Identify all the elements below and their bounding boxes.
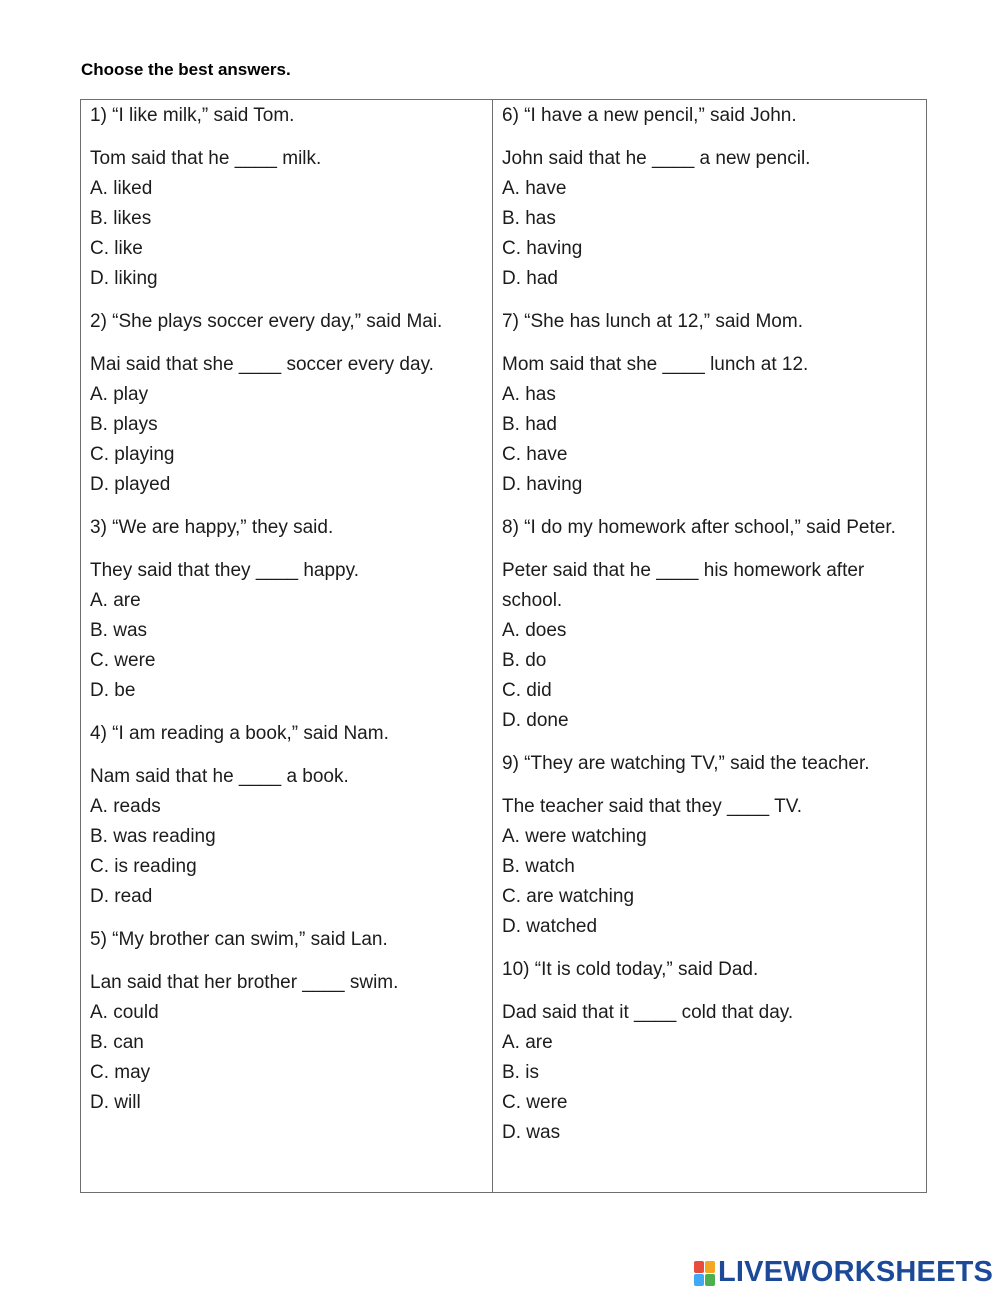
answer-option[interactable]: B. plays [90, 414, 158, 435]
question-block [502, 101, 918, 294]
question-prompt: 4) “I am reading a book,” said Nam. [90, 723, 389, 744]
question-block [502, 307, 918, 500]
answer-option[interactable]: D. watched [502, 916, 598, 937]
answer-option[interactable]: B. likes [90, 208, 152, 229]
answer-option[interactable]: A. are [502, 1032, 553, 1053]
question-block [502, 955, 918, 1148]
answer-option[interactable]: C. were [502, 1092, 568, 1113]
question-prompt: 9) “They are watching TV,” said the teacher. [502, 753, 870, 774]
answer-option[interactable]: D. had [502, 268, 558, 289]
logo-square-blue [694, 1274, 704, 1286]
question-sentence: Mai said that she ____ soccer every day. [90, 354, 434, 375]
question-block [90, 101, 492, 294]
answer-option[interactable]: C. may [90, 1062, 151, 1083]
question-block [90, 925, 492, 1118]
question-block [90, 513, 492, 706]
logo-square-red [694, 1261, 704, 1273]
answer-option[interactable]: C. have [502, 444, 568, 465]
question-prompt: 5) “My brother can swim,” said Lan. [90, 929, 388, 950]
question-block [90, 307, 492, 500]
liveworksheets-logo [694, 1256, 993, 1289]
answer-option[interactable]: B. is [502, 1062, 539, 1083]
question-prompt: 8) “I do my homework after school,” said Peter. [502, 517, 896, 538]
question-prompt: 1) “I like milk,” said Tom. [90, 105, 295, 126]
answer-option[interactable]: B. was reading [90, 826, 216, 847]
answer-option[interactable]: C. were [90, 650, 156, 671]
question-block [502, 513, 918, 736]
question-sentence: Tom said that he ____ milk. [90, 148, 322, 169]
answer-option[interactable]: D. will [90, 1092, 141, 1113]
question-block [502, 749, 918, 942]
answer-option[interactable]: A. reads [90, 796, 161, 817]
answer-option[interactable]: A. were watching [502, 826, 647, 847]
liveworksheets-logo-icon [694, 1261, 714, 1285]
answer-option[interactable]: A. liked [90, 178, 153, 199]
answer-option[interactable]: C. playing [90, 444, 175, 465]
question-prompt: 10) “It is cold today,” said Dad. [502, 959, 759, 980]
answer-option[interactable]: D. be [90, 680, 136, 701]
question-sentence: John said that he ____ a new pencil. [502, 148, 811, 169]
answer-option[interactable]: B. do [502, 650, 547, 671]
question-sentence: Lan said that her brother ____ swim. [90, 972, 399, 993]
answer-option[interactable]: C. are watching [502, 886, 635, 907]
left-column [81, 100, 493, 1192]
question-sentence: Mom said that she ____ lunch at 12. [502, 354, 809, 375]
answer-option[interactable]: D. liking [90, 268, 158, 289]
answer-option[interactable]: B. watch [502, 856, 575, 877]
question-sentence: Peter said that he ____ his homework after school. [502, 560, 865, 611]
question-sentence: Dad said that it ____ cold that day. [502, 1002, 794, 1023]
questions-table [80, 99, 927, 1193]
answer-option[interactable]: A. does [502, 620, 567, 641]
answer-option[interactable]: C. like [90, 238, 143, 259]
right-column [493, 100, 926, 1192]
answer-option[interactable]: D. played [90, 474, 171, 495]
question-prompt: 3) “We are happy,” they said. [90, 517, 334, 538]
question-prompt: 7) “She has lunch at 12,” said Mom. [502, 311, 803, 332]
answer-option[interactable]: D. was [502, 1122, 561, 1143]
answer-option[interactable]: A. play [90, 384, 149, 405]
answer-option[interactable]: C. having [502, 238, 583, 259]
question-sentence: The teacher said that they ____ TV. [502, 796, 802, 817]
answer-option[interactable]: C. did [502, 680, 552, 701]
answer-option[interactable]: B. was [90, 620, 148, 641]
answer-option[interactable]: A. have [502, 178, 567, 199]
question-prompt: 2) “She plays soccer every day,” said Mai. [90, 311, 443, 332]
answer-option[interactable]: B. has [502, 208, 556, 229]
answer-option[interactable]: A. has [502, 384, 556, 405]
answer-option[interactable]: B. can [90, 1032, 144, 1053]
question-sentence: They said that they ____ happy. [90, 560, 359, 581]
question-block [90, 719, 492, 912]
question-prompt: 6) “I have a new pencil,” said John. [502, 105, 797, 126]
instruction-heading: Choose the best answers. [81, 60, 291, 79]
logo-text: LIVEWORKSHEETS [718, 1256, 994, 1288]
logo-square-green [705, 1274, 715, 1286]
answer-option[interactable]: A. could [90, 1002, 159, 1023]
answer-option[interactable]: C. is reading [90, 856, 197, 877]
answer-option[interactable]: D. done [502, 710, 569, 731]
logo-square-orange [705, 1261, 715, 1273]
answer-option[interactable]: B. had [502, 414, 557, 435]
answer-option[interactable]: A. are [90, 590, 141, 611]
question-sentence: Nam said that he ____ a book. [90, 766, 349, 787]
answer-option[interactable]: D. read [90, 886, 153, 907]
answer-option[interactable]: D. having [502, 474, 583, 495]
